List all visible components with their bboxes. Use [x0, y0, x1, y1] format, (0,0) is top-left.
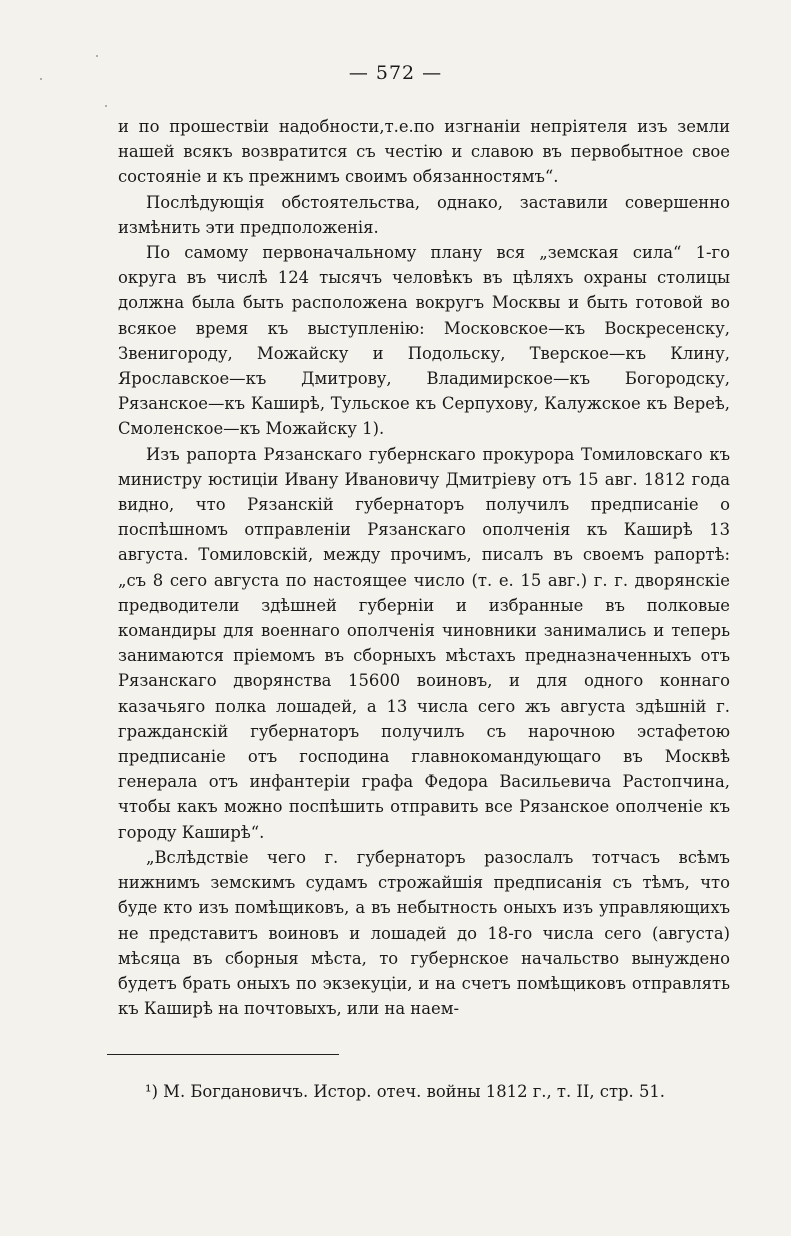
paper-speck: [40, 78, 42, 80]
page-number: — 572 —: [348, 62, 443, 84]
paragraph: По самому первоначальному плану вся „земская сила“ 1-го округа въ числѣ 124 тысячъ человѣкъ въ цѣляхъ охраны столицы должна была быть расположена вокругъ Москвы и быть готовой во всякое время къ выступленію: Московское—къ Воскресенску, Звенигороду, Можайску и Подольску, Тверское—къ Клину, Ярославское—къ Дмитрову, Владимирское—къ Богородску, Рязанское—къ Каширѣ, Тульское къ Серпухову, Калужское къ Верeѣ, Смоленское—къ Можайску 1).: [118, 243, 730, 439]
footnote: ¹) М. Богдановичъ. Истор. отеч. войны 1812 г., т. II, стр. 51.: [145, 1082, 666, 1101]
paper-speck: [105, 105, 107, 107]
body-text: [118, 114, 730, 1021]
paper-speck: [96, 55, 98, 57]
paragraph: „Вслѣдствіе чего г. губернаторъ разослалъ тотчасъ всѣмъ нижнимъ земскимъ судамъ строжайшія предписанія съ тѣмъ, что буде кто изъ помѣщиковъ, а въ небытность оныхъ изъ управляющихъ не представитъ воиновъ и лошадей до 18-го числа сего (августа) мѣсяца въ сборныя мѣста, то губернское начальство вынуждено будетъ брать оныхъ по экзекуціи, и на счетъ помѣщиковъ отправлять къ Каширѣ на почтовыхъ, или на наем-: [118, 847, 730, 1019]
footnote-rule: [107, 1054, 339, 1055]
paragraph: Послѣдующія обстоятельства, однако, заставили совершенно измѣнить эти предположенія.: [118, 192, 730, 237]
paragraph: Изъ рапорта Рязанскаго губернскаго прокурора Томиловскаго къ министру юстиціи Ивану Ивановичу Дмитріеву отъ 15 авг. 1812 года видно, что Рязанскій губернаторъ получилъ предписаніе о поспѣшномъ отправленіи Рязанскаго ополченія къ Каширѣ 13 августа. Томиловскій, между прочимъ, писалъ въ своемъ рапортѣ: „съ 8 сего августа по настоящее число (т. е. 15 авг.) г. г. дворянскіе предводители здѣшней губерніи и избранные въ полковые командиры для военнаго ополченія чиновники занимались и теперь занимаются пріемомъ въ сборныхъ мѣстахъ предназначенныхъ отъ Рязанскаго дворянства 15600 воиновъ, и для одного коннаго казачьяго полка лошадей, а 13 числа сего жъ августа здѣшній г. гражданскій губернаторъ получилъ съ нарочною эстафетою предписаніе отъ господина главнокомандующаго въ Москвѣ генерала отъ инфантеріи графа Федора Васильевича Растопчина, чтобы какъ можно поспѣшить отправить все Рязанское ополченіе къ городу Каширѣ“.: [118, 444, 730, 842]
paragraph: и по прошествіи надобности,т.е.по изгнаніи непріятеля изъ земли нашей всякъ возвратится съ честію и славою въ первобытное свое состояніе и къ прежнимъ своимъ обязанностямъ“.: [118, 117, 730, 187]
